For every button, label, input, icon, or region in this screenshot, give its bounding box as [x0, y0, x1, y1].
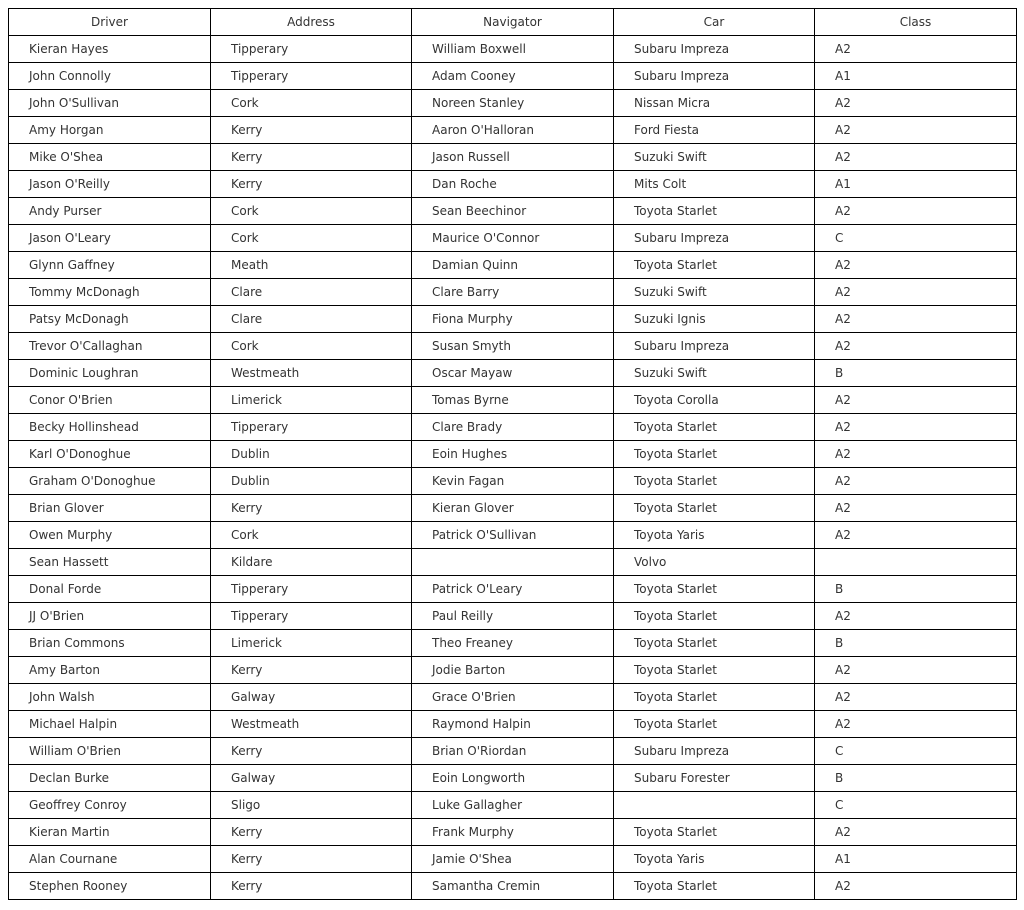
cell-class: A2 — [815, 144, 1017, 171]
table-row — [9, 846, 1017, 873]
cell-class: A2 — [815, 279, 1017, 306]
cell-car: Ford Fiesta — [614, 117, 815, 144]
cell-driver: John O'Sullivan — [9, 90, 211, 117]
cell-navigator: Eoin Longworth — [412, 765, 614, 792]
table-row — [9, 630, 1017, 657]
header-driver: Driver — [9, 9, 211, 36]
table-row — [9, 522, 1017, 549]
entries-table — [8, 8, 1017, 900]
table-row — [9, 549, 1017, 576]
cell-driver: Declan Burke — [9, 765, 211, 792]
cell-car: Toyota Starlet — [614, 684, 815, 711]
cell-navigator: Kieran Glover — [412, 495, 614, 522]
cell-car: Toyota Yaris — [614, 846, 815, 873]
cell-class: A2 — [815, 198, 1017, 225]
cell-class: A2 — [815, 873, 1017, 900]
table-row — [9, 684, 1017, 711]
cell-driver: Brian Glover — [9, 495, 211, 522]
cell-navigator — [412, 549, 614, 576]
cell-class: A1 — [815, 171, 1017, 198]
cell-car: Toyota Starlet — [614, 576, 815, 603]
cell-navigator: Fiona Murphy — [412, 306, 614, 333]
cell-class: A2 — [815, 252, 1017, 279]
cell-driver: William O'Brien — [9, 738, 211, 765]
cell-class: A2 — [815, 36, 1017, 63]
cell-car: Volvo — [614, 549, 815, 576]
cell-class: A2 — [815, 684, 1017, 711]
cell-car: Toyota Starlet — [614, 441, 815, 468]
cell-navigator: Oscar Mayaw — [412, 360, 614, 387]
cell-driver: Alan Cournane — [9, 846, 211, 873]
cell-class: A2 — [815, 414, 1017, 441]
cell-car: Suzuki Swift — [614, 360, 815, 387]
cell-address: Kerry — [211, 171, 412, 198]
cell-driver: John Connolly — [9, 63, 211, 90]
table-row — [9, 36, 1017, 63]
cell-class: A2 — [815, 657, 1017, 684]
cell-navigator: Frank Murphy — [412, 819, 614, 846]
table-row — [9, 252, 1017, 279]
cell-navigator: Patrick O'Sullivan — [412, 522, 614, 549]
cell-address: Tipperary — [211, 63, 412, 90]
cell-driver: Kieran Hayes — [9, 36, 211, 63]
cell-address: Dublin — [211, 441, 412, 468]
cell-class: A2 — [815, 441, 1017, 468]
cell-driver: Trevor O'Callaghan — [9, 333, 211, 360]
header-navigator: Navigator — [412, 9, 614, 36]
cell-driver: JJ O'Brien — [9, 603, 211, 630]
cell-address: Galway — [211, 684, 412, 711]
header-class: Class — [815, 9, 1017, 36]
cell-driver: Donal Forde — [9, 576, 211, 603]
cell-address: Westmeath — [211, 360, 412, 387]
table-row — [9, 171, 1017, 198]
cell-address: Galway — [211, 765, 412, 792]
cell-class: A1 — [815, 63, 1017, 90]
cell-class: C — [815, 225, 1017, 252]
cell-class: A2 — [815, 495, 1017, 522]
table-row — [9, 387, 1017, 414]
cell-car: Suzuki Swift — [614, 144, 815, 171]
cell-car: Toyota Corolla — [614, 387, 815, 414]
cell-driver: Amy Barton — [9, 657, 211, 684]
cell-navigator: Patrick O'Leary — [412, 576, 614, 603]
cell-address: Kerry — [211, 846, 412, 873]
cell-navigator: Clare Brady — [412, 414, 614, 441]
cell-car: Nissan Micra — [614, 90, 815, 117]
cell-class: A1 — [815, 846, 1017, 873]
cell-car: Suzuki Swift — [614, 279, 815, 306]
cell-class: A2 — [815, 711, 1017, 738]
header-address: Address — [211, 9, 412, 36]
cell-class: A2 — [815, 387, 1017, 414]
cell-class: C — [815, 792, 1017, 819]
table-row — [9, 603, 1017, 630]
cell-address: Kerry — [211, 738, 412, 765]
table-row — [9, 63, 1017, 90]
cell-navigator: Clare Barry — [412, 279, 614, 306]
table-row — [9, 144, 1017, 171]
cell-address: Cork — [211, 333, 412, 360]
table-row — [9, 711, 1017, 738]
cell-driver: Kieran Martin — [9, 819, 211, 846]
cell-address: Kildare — [211, 549, 412, 576]
cell-car: Toyota Starlet — [614, 603, 815, 630]
table-row — [9, 117, 1017, 144]
cell-address: Kerry — [211, 657, 412, 684]
cell-class: A2 — [815, 117, 1017, 144]
table-row — [9, 279, 1017, 306]
cell-driver: Michael Halpin — [9, 711, 211, 738]
cell-class: B — [815, 576, 1017, 603]
cell-driver: Mike O'Shea — [9, 144, 211, 171]
cell-navigator: Luke Gallagher — [412, 792, 614, 819]
table-row — [9, 738, 1017, 765]
cell-address: Cork — [211, 198, 412, 225]
cell-address: Dublin — [211, 468, 412, 495]
cell-class: A2 — [815, 333, 1017, 360]
cell-car: Toyota Yaris — [614, 522, 815, 549]
cell-driver: Stephen Rooney — [9, 873, 211, 900]
cell-class: A2 — [815, 90, 1017, 117]
cell-driver: Patsy McDonagh — [9, 306, 211, 333]
cell-car: Subaru Impreza — [614, 63, 815, 90]
table-row — [9, 360, 1017, 387]
cell-class: A2 — [815, 468, 1017, 495]
table-row — [9, 495, 1017, 522]
table-row — [9, 198, 1017, 225]
cell-address: Tipperary — [211, 414, 412, 441]
cell-navigator: Adam Cooney — [412, 63, 614, 90]
cell-car: Subaru Impreza — [614, 36, 815, 63]
cell-car: Toyota Starlet — [614, 414, 815, 441]
cell-car: Subaru Impreza — [614, 738, 815, 765]
header-row — [9, 9, 1017, 36]
cell-navigator: Eoin Hughes — [412, 441, 614, 468]
cell-address: Meath — [211, 252, 412, 279]
cell-car: Toyota Starlet — [614, 252, 815, 279]
cell-driver: Owen Murphy — [9, 522, 211, 549]
table-row — [9, 225, 1017, 252]
cell-navigator: Jodie Barton — [412, 657, 614, 684]
header-car: Car — [614, 9, 815, 36]
cell-navigator: William Boxwell — [412, 36, 614, 63]
cell-car — [614, 792, 815, 819]
cell-address: Tipperary — [211, 36, 412, 63]
cell-navigator: Brian O'Riordan — [412, 738, 614, 765]
cell-driver: Tommy McDonagh — [9, 279, 211, 306]
cell-driver: Glynn Gaffney — [9, 252, 211, 279]
table-row — [9, 873, 1017, 900]
cell-driver: Andy Purser — [9, 198, 211, 225]
table-row — [9, 468, 1017, 495]
cell-address: Kerry — [211, 117, 412, 144]
cell-class: A2 — [815, 603, 1017, 630]
cell-car: Toyota Starlet — [614, 711, 815, 738]
cell-navigator: Grace O'Brien — [412, 684, 614, 711]
cell-driver: John Walsh — [9, 684, 211, 711]
cell-class — [815, 549, 1017, 576]
cell-address: Cork — [211, 90, 412, 117]
cell-navigator: Theo Freaney — [412, 630, 614, 657]
cell-car: Toyota Starlet — [614, 495, 815, 522]
cell-driver: Sean Hassett — [9, 549, 211, 576]
cell-car: Toyota Starlet — [614, 657, 815, 684]
cell-navigator: Paul Reilly — [412, 603, 614, 630]
cell-address: Kerry — [211, 819, 412, 846]
cell-car: Toyota Starlet — [614, 198, 815, 225]
cell-car: Suzuki Ignis — [614, 306, 815, 333]
cell-class: A2 — [815, 522, 1017, 549]
cell-navigator: Dan Roche — [412, 171, 614, 198]
cell-class: C — [815, 738, 1017, 765]
cell-car: Mits Colt — [614, 171, 815, 198]
cell-car: Subaru Impreza — [614, 225, 815, 252]
cell-address: Cork — [211, 225, 412, 252]
cell-navigator: Sean Beechinor — [412, 198, 614, 225]
cell-car: Subaru Impreza — [614, 333, 815, 360]
table-body — [9, 36, 1017, 900]
cell-address: Limerick — [211, 387, 412, 414]
cell-driver: Jason O'Leary — [9, 225, 211, 252]
cell-navigator: Jamie O'Shea — [412, 846, 614, 873]
table-row — [9, 792, 1017, 819]
cell-driver: Karl O'Donoghue — [9, 441, 211, 468]
table-row — [9, 333, 1017, 360]
cell-navigator: Noreen Stanley — [412, 90, 614, 117]
cell-navigator: Maurice O'Connor — [412, 225, 614, 252]
table-row — [9, 576, 1017, 603]
table-row — [9, 90, 1017, 117]
cell-navigator: Kevin Fagan — [412, 468, 614, 495]
cell-class: A2 — [815, 819, 1017, 846]
table-row — [9, 819, 1017, 846]
table-row — [9, 657, 1017, 684]
cell-driver: Amy Horgan — [9, 117, 211, 144]
cell-navigator: Susan Smyth — [412, 333, 614, 360]
cell-navigator: Jason Russell — [412, 144, 614, 171]
cell-driver: Dominic Loughran — [9, 360, 211, 387]
cell-car: Toyota Starlet — [614, 468, 815, 495]
table-header — [9, 9, 1017, 36]
cell-class: B — [815, 360, 1017, 387]
cell-car: Toyota Starlet — [614, 873, 815, 900]
cell-address: Westmeath — [211, 711, 412, 738]
table-row — [9, 306, 1017, 333]
cell-navigator: Tomas Byrne — [412, 387, 614, 414]
cell-address: Sligo — [211, 792, 412, 819]
cell-navigator: Samantha Cremin — [412, 873, 614, 900]
table-row — [9, 414, 1017, 441]
cell-driver: Geoffrey Conroy — [9, 792, 211, 819]
cell-address: Limerick — [211, 630, 412, 657]
cell-address: Clare — [211, 306, 412, 333]
cell-address: Kerry — [211, 873, 412, 900]
cell-address: Kerry — [211, 144, 412, 171]
cell-address: Tipperary — [211, 603, 412, 630]
cell-address: Cork — [211, 522, 412, 549]
cell-address: Kerry — [211, 495, 412, 522]
cell-driver: Brian Commons — [9, 630, 211, 657]
cell-car: Toyota Starlet — [614, 819, 815, 846]
cell-navigator: Damian Quinn — [412, 252, 614, 279]
cell-driver: Jason O'Reilly — [9, 171, 211, 198]
cell-car: Toyota Starlet — [614, 630, 815, 657]
cell-navigator: Aaron O'Halloran — [412, 117, 614, 144]
cell-driver: Conor O'Brien — [9, 387, 211, 414]
cell-driver: Graham O'Donoghue — [9, 468, 211, 495]
cell-class: B — [815, 765, 1017, 792]
cell-navigator: Raymond Halpin — [412, 711, 614, 738]
cell-address: Clare — [211, 279, 412, 306]
cell-class: A2 — [815, 306, 1017, 333]
cell-driver: Becky Hollinshead — [9, 414, 211, 441]
cell-address: Tipperary — [211, 576, 412, 603]
cell-car: Subaru Forester — [614, 765, 815, 792]
cell-class: B — [815, 630, 1017, 657]
table-row — [9, 441, 1017, 468]
table-row — [9, 765, 1017, 792]
